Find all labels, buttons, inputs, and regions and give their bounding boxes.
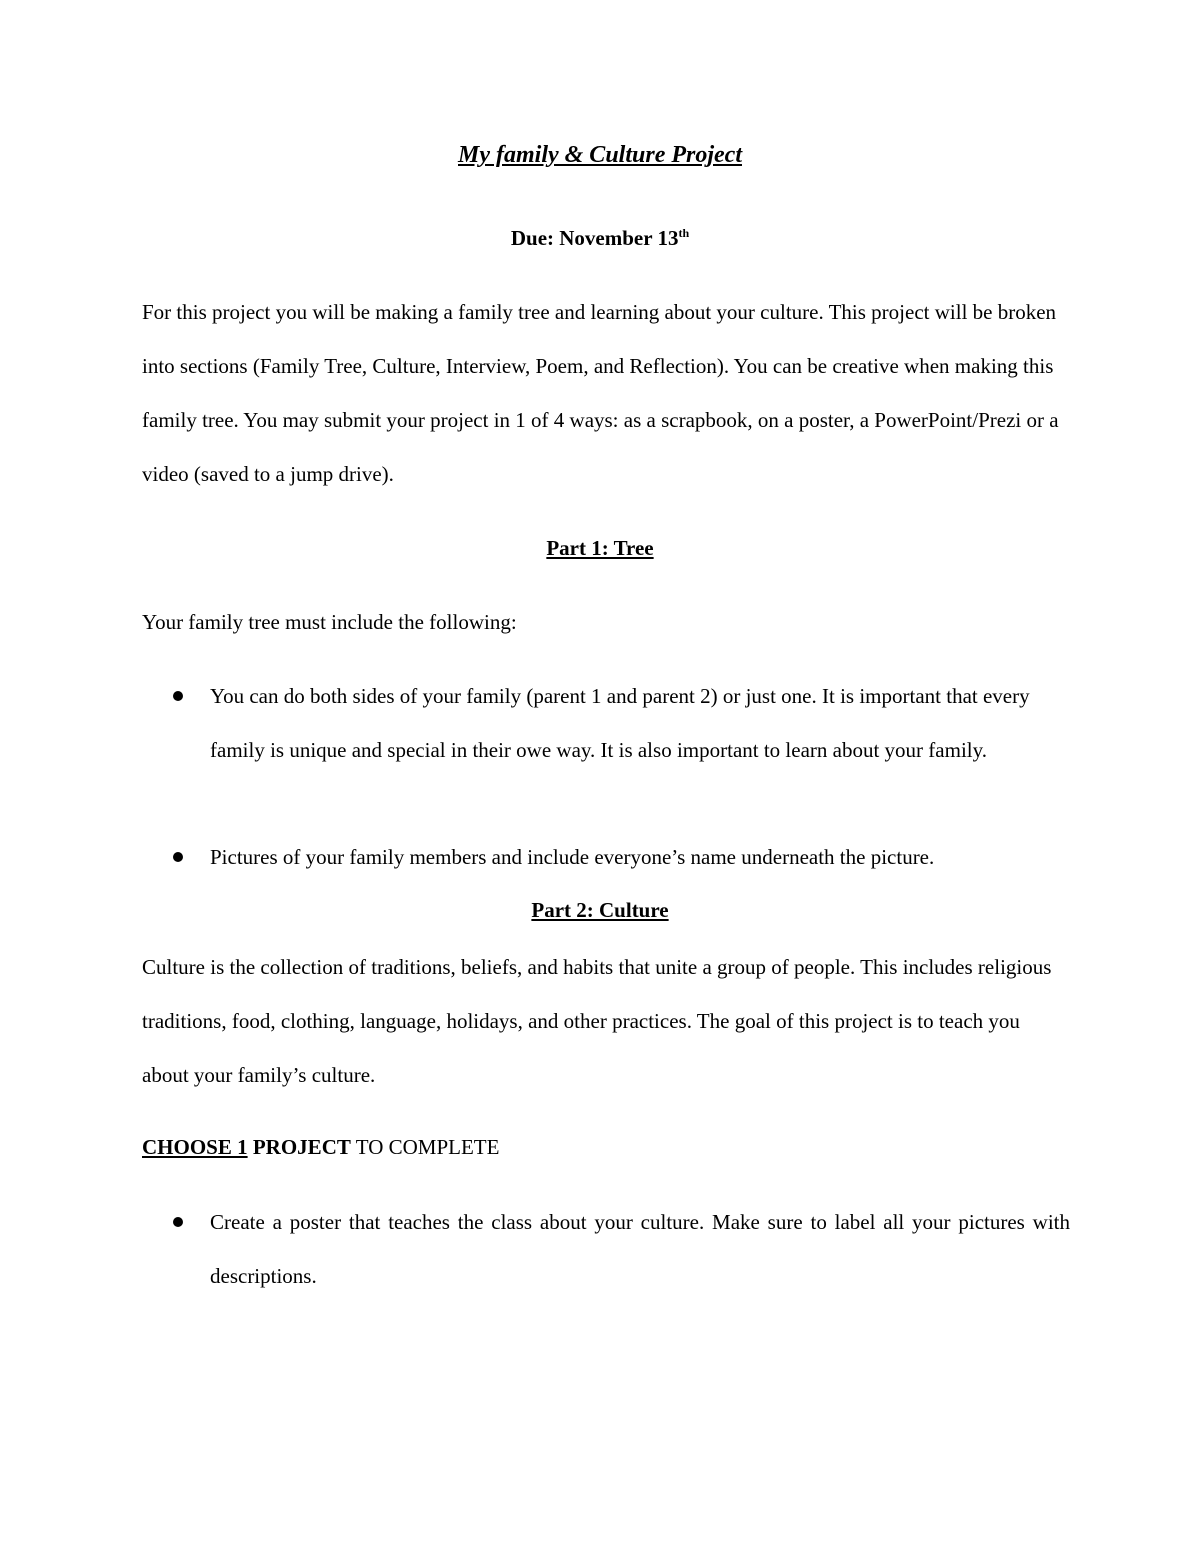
part1-bullet-1: You can do both sides of your family (parent 1 and parent 2) or just one. It is important that every family is unique and special in their owe way. It is also important to learn about your family. [210,684,1030,762]
due-date [0,226,1200,251]
page-title: My family & Culture Project [458,142,742,168]
choose-bold: PROJECT [252,1135,351,1159]
bullet-icon [173,852,183,862]
part1-lead: Your family tree must include the following: [142,610,517,634]
bullet-icon [173,691,183,701]
choose-project-heading [142,1135,499,1160]
intro-paragraph: For this project you will be making a family tree and learning about your culture. This project will be broken into sections (Family Tree, Culture, Interview, Poem, and Reflection). You can be creative when making this family tree. You may submit your project in 1 of 4 ways: as a scrapbook, on a poster, a PowerPoint/Prezi or a video (saved to a jump drive). [142,300,1059,486]
choose-rest: TO COMPLETE [355,1135,500,1159]
project-option-1: Create a poster that teaches the class about your culture. Make sure to label all your pictures with descriptions. [210,1210,1070,1288]
part2-body: Culture is the collection of traditions, beliefs, and habits that unite a group of people. This includes religious traditions, food, clothing, language, holidays, and other practices. The goal of this project is to teach you about your family’s culture. [142,955,1052,1087]
choose-underlined: CHOOSE 1 [142,1135,248,1159]
due-date-suffix: th [678,226,690,240]
bullet-icon [173,1217,183,1227]
part1-bullet-2: Pictures of your family members and include everyone’s name underneath the picture. [210,845,935,869]
part2-heading: Part 2: Culture [531,898,669,922]
due-date-label: Due: November 13 [510,226,679,250]
part1-heading: Part 1: Tree [546,536,654,560]
